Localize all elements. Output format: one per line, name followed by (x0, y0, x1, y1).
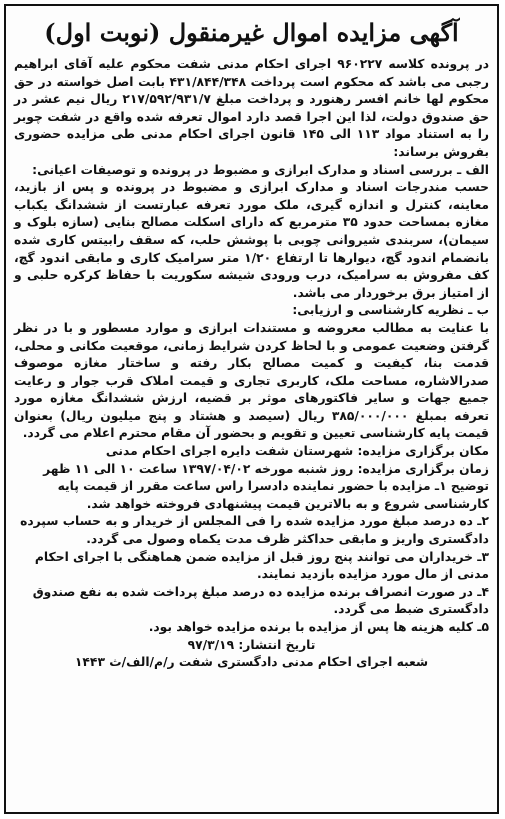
section-a-heading: الف ـ بررسی اسناد و مدارک ابرازی و مضبوط در پرونده و توصیفات اعیانی: (32, 162, 489, 177)
auction-venue: مکان برگزاری مزایده: شهرستان شفت دایره اجرای احکام مدنی (105, 444, 489, 459)
publish-date: تاریخ انتشار: ۹۷/۳/۱۹ (187, 637, 316, 652)
note-3: ۳ـ خریداران می توانند پنج روز قبل از مزایده ضمن هماهنگی با اجرای احکام مدنی از مال مورد مزایده بازدید نمایند. (34, 549, 489, 582)
note-1: توضیح ۱ـ مزایده با حضور نماینده دادسرا راس ساعت مقرر از قیمت پایه کارشناسی شروع و به بالاترین قیمت پیشنهادی فروخته خواهد شد. (57, 479, 489, 511)
section-b-heading: ب ـ نظریه کارشناسی و ارزیابی: (292, 303, 489, 318)
note-5: ۵ـ کلیه هزینه ها پس از مزایده با برنده مزایده خواهد بود. (148, 620, 489, 634)
notice-title: آگهی مزایده اموال غیرمنقول (نوبت اول) (44, 18, 459, 47)
intro-paragraph: در پرونده کلاسه ۹۶۰۲۲۷ اجرای احکام مدنی شفت محکوم علیه آقای ابراهیم رجبی می باشد که محکوم است پرداخت ۴۳۱/۸۴۴/۳۴۸ بابت اصل خواسته در حق محکوم لها خانم افسر رهنورد و پرداخت مبلغ ۲۱۷/۵۹۲/۹۳۱/۷ ریال نیم عشر در حق صندوق دولت، لذا این اجرا قصد دارد اموال تعرفه شده واقع در شفت چوبر را به استناد مواد ۱۱۳ الی ۱۴۵ قانون اجرای احکام مدنی طی مزایده حضوری بفروش برساند: (14, 57, 490, 159)
note-4: ۴ـ در صورت انصراف برنده مزایده ده درصد مبلغ پرداخت شده به نفع صندوق دادگستری ضبط می گردد. (32, 584, 489, 617)
issuing-office: شعبه اجرای احکام مدنی دادگستری شفت ر/م/الف/ث ۱۴۴۳ (74, 655, 429, 670)
auction-notice (4, 4, 499, 814)
note-2: ۲ـ ده درصد مبلغ مورد مزایده شده را فی المجلس از خریدار و به حساب سپرده دادگستری واریز و مابقی حداکثر ظرف مدت یکماه وصول می گردد. (20, 514, 489, 547)
auction-datetime: زمان برگزاری مزایده: روز شنبه مورخه ۱۳۹۷/۰۴/۰۲ ساعت ۱۰ الی ۱۱ ظهر (43, 461, 489, 476)
section-b-body: با عنایت به مطالب معروضه و مستندات ابرازی و موارد مسطور و با در نظر گرفتن وضعیت عمومی و با لحاظ کردن شرایط زمانی، موقعیت مکانی و محلی، قدمت بنا، کیفیت و کمیت مصالح بکار رفته و ساختار مغازه موصوف صدرالاشاره، مساحت ملک، کاربری تجاری و قیمت املاک قرب جوار و رعایت جمیع جهات و سایر فاکتورهای موثر بر قضیه، ارزش ششدانگ مغازه مورد تعرفه بمبلغ ۳۸۵/۰۰۰/۰۰۰ ریال (سیصد و هشتاد و پنج میلیون ریال) بعنوان قیمت پایه کارشناسی تعیین و تقویم و بحضور آن مقام محترم اعلام می گردد. (14, 320, 489, 441)
section-a-body: حسب مندرجات اسناد و مدارک ابرازی و مضبوط در پرونده و پس از بازید، معاینه، کنترل و اندازه گیری، ملک مورد تعرفه عبارتست از ششدانگ یکباب مغازه بمساحت حدود ۳۵ مترمربع که دارای اسکلت مصالح بنایی (سازه بلوک و سیمان)، سربندی شیروانی چوبی با پوشش حلب، که سقف رابیتس کاری شده بانضمام اندود گچ، دیوارها تا ارتفاع ۱/۲۰ متر سرامیک کاری و مابقی اندود گچ، کف مفروش به سرامیک، درب ورودی شیشه سکوریت با حفاظ کرکره حلبی و از امتیاز برق برخوردار می باشد. (14, 180, 489, 300)
